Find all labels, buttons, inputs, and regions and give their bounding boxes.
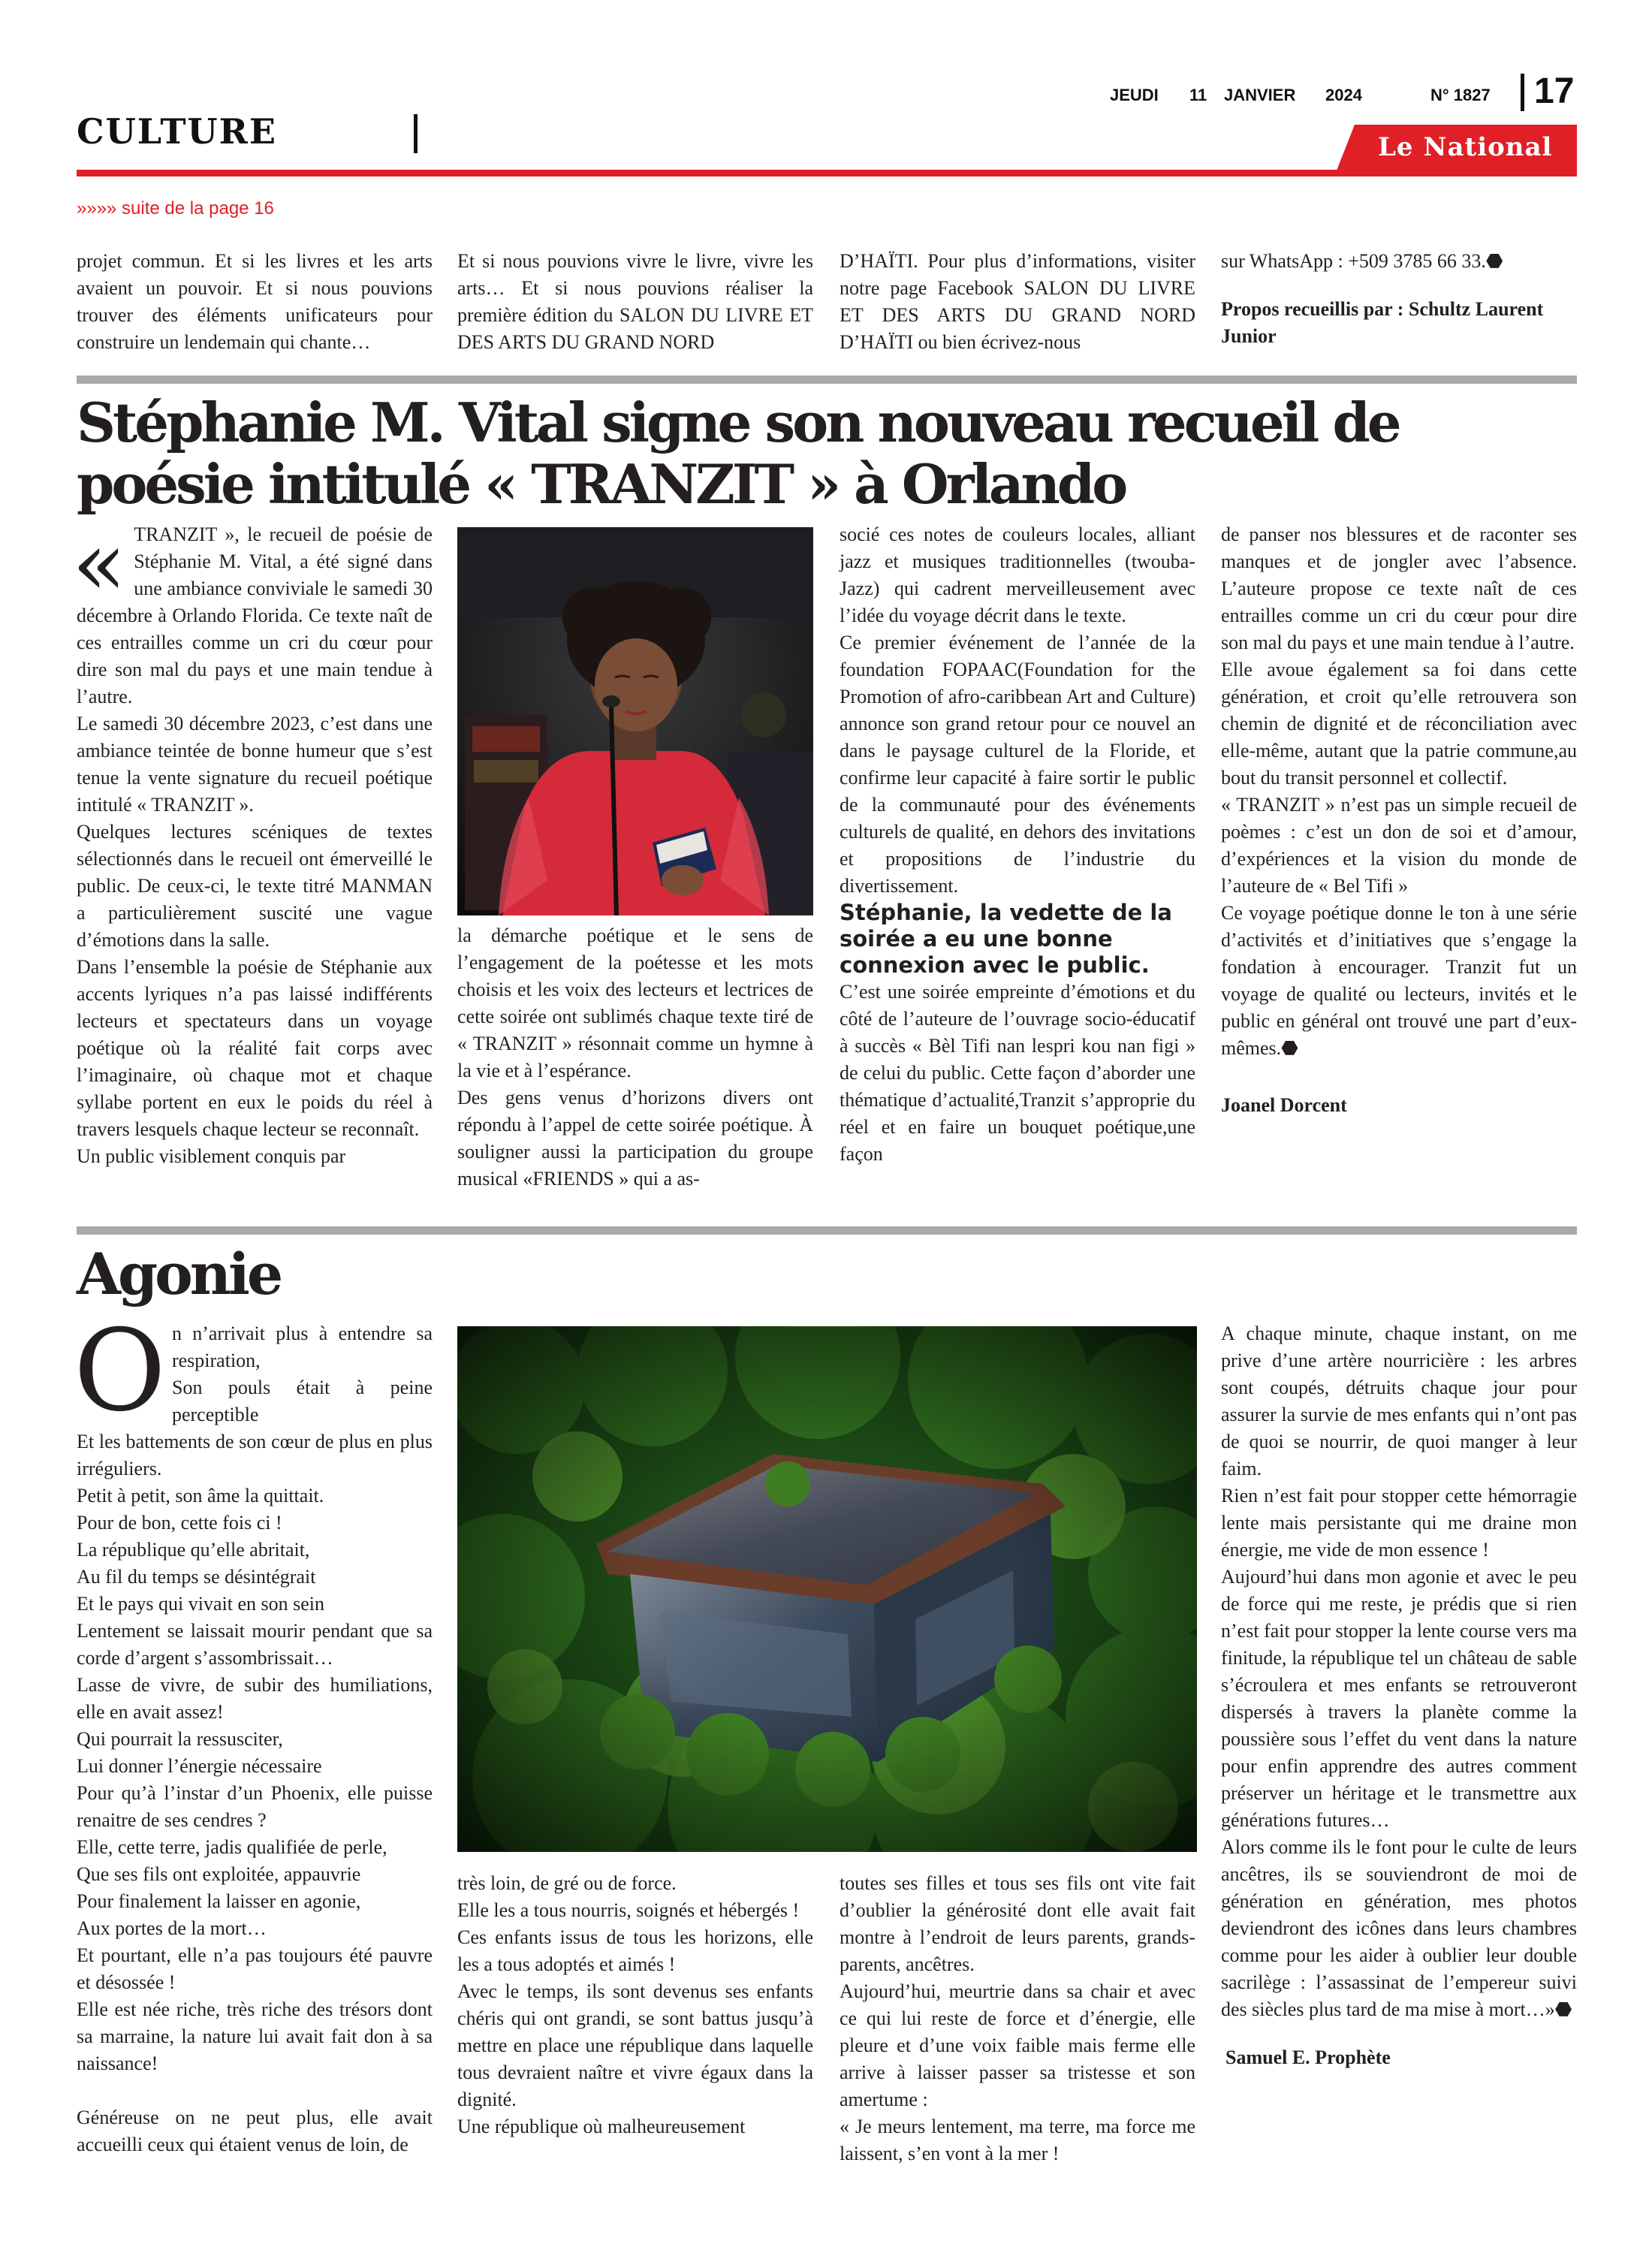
article1-paragraph: « TRANZIT » n’est pas un simple recueil de poèmes : c’est un don de soi et d’amour, d’expériences et la vision du monde de l’auteure de « Bel Tifi » [1221,794,1577,897]
poem-line: Aujourd’hui dans mon agonie et avec le peu de force qui me reste, je prédis que si rien n’est fait pour stopper la lente course vers ma finitude, la république tel un château de sable s’écroulera et mes enfants se retrouveront dispersés à travers la planète comme la poussière sous l’effet du vent dans la nature pour enfin apprendre des autres comment préserver un héritage et le transmettre aux générations futures… [1221,1566,1577,1831]
overgrown-tomb-photo [457,1326,1197,1852]
article1-paragraph: Elle avoue également sa foi dans cette génération, et croit qu’elle retrouvera son chemin de dignité et de réconciliation avec elle-même, autant que la patrie commune,au bout du transit personnel et collectif. [1221,659,1577,789]
article1-subheading: Stéphanie, la vedette de la soirée a eu une bonne connexion avec le public. [840,900,1172,978]
prev-article-text: Et si nous pouvions vivre le livre, vivre les arts… Et si nous pouvions réaliser la première édition du SALON DU LIVRE ET DES ARTS DU GRAND NORD [457,250,813,353]
article1-col-1 [72,511,433,1170]
page-number: 17 [1534,71,1575,111]
poem-line: Et les battements de son cœur de plus en plus irréguliers. [77,1431,433,1479]
article1-paragraph: Ce voyage poétique donne le ton à une série d’activités et d’initiatives que s’engage la fondation à encourager. Tranzit fut un voyage de qualité ou lecteurs, invités et le public en général ont trouvé une part d’eux-mêmes. [1221,902,1577,1059]
poem-line: Ces enfants issus de tous les horizons, elle les a tous adoptés et aimés ! [457,1926,813,1975]
poem-line: Elle est née riche, très riche des trésors dont sa marraine, la nature lui avait fait don à sa naissance! [77,1998,433,2074]
poem-line: Pour qu’à l’instar d’un Phoenix, elle puisse renaitre de ses cendres ? [77,1782,433,1831]
article1-paragraph: de panser nos blessures et de raconter ses manques et de jongler avec l’absence. L’auteure propose ce texte naît de ces entrailles comme un cri du cœur pour dire son mal du pays et une main tendue à l’autre. [1221,523,1577,653]
article1-paragraph: Quelques lectures scéniques de textes sélectionnés dans le recueil ont émerveillé le public. De ceux-ci, le texte titré MANMAN a particulièrement suscité une vague d’émotions dans la salle. [77,821,433,951]
prev-article-text: sur WhatsApp : +509 3785 66 33. [1221,250,1486,272]
article1-col-4 [1221,521,1577,1119]
poem-line: La république qu’elle abritait, [77,1539,310,1561]
article1-paragraph: TRANZIT », le recueil de poésie de Stéphanie M. Vital, a été signé dans une ambiance conviviale le samedi 30 décembre à Orlando Florida. Ce texte naît de ces entrailles comme un cri du cœur pour dire son mal du pays et une main tendue à l’autre. [77,523,433,707]
date-year: 2024 [1325,86,1362,104]
article-headline: Stéphanie M. Vital signe son nouveau recueil de poésie intitulé « TRANZIT » à Orlando [77,391,1399,516]
poem-line: Une république où malheureusement [457,2116,746,2137]
date-day: JEUDI [1110,86,1159,104]
page-number-divider [1521,74,1524,111]
poem-line: Et pourtant, elle n’a pas toujours été pauvre et désossée ! [77,1944,433,1993]
article2-byline: Samuel E. Prophète [1225,2046,1391,2068]
article1-paragraph: Ce premier événement de l’année de la foundation FOPAAC(Foundation for the Promotion of afro-caribbean Art and Culture) annonce son grand retour pour ce nouvel an dans le paysage culturel de la Floride, et confirme leur capacité à faire sortir le public de la communauté pour des événements culturels de qualité, en dehors des invitations et propositions de l’industrie du divertissement. [840,632,1195,897]
prev-article-col-4 [1221,248,1577,350]
article2-col-1 [74,1306,433,2158]
poem-line: Aux portes de la mort… [77,1917,267,1939]
poem-line-text: Alors comme ils le font pour le culte de leurs ancêtres, ils se souviendront de moi de génération en génération, mes photos deviendront des icônes dans leurs chambres comme pour les aider à oublier leur double sacrilège : l’assassinat de l’empereur suivi des siècles plus tard de ma mise à mort…» [1221,1836,1577,2020]
poem-line: Qui pourrait la ressusciter, [77,1728,283,1750]
poem-line: Et le pays qui vivait en son sein [77,1593,325,1615]
poem-line: Avec le temps, ils sont devenus ses enfants chéris qui ont grandi, se sont battus jusqu’à mettre en place une république dans laquelle tous devraient naître et vivre égaux dans la dignité. [457,1980,813,2110]
article2-col-4 [1221,1320,1577,2071]
article1-paragraph: la démarche poétique et le sens de l’engagement de la poétesse et les mots choisis et les voix des lecteurs et lectrices de cette soirée ont sublimés chaque texte tiré de « TRANZIT » résonnait comme un hymne à la vie et à l’espérance. [457,924,813,1081]
section-label: CULTURE [77,111,277,152]
poem-line: Aujourd’hui, meurtrie dans sa chair et avec ce qui lui reste de force et d’énergie, elle pleure et d’une voix faible mais ferme elle arrive à laisser passer sa tristesse et son amertume : [840,1980,1195,2110]
end-mark-icon: ⬣ [1554,1998,1572,2020]
poem-line: Au fil du temps se désintégrait [77,1566,316,1588]
prev-article-text: projet commun. Et si les livres et les arts avaient un pouvoir. Et si nous pouvions trouver des éléments unificateurs pour construire un lendemain qui chante… [77,250,433,353]
poem-line: Pour de bon, cette fois ci ! [77,1512,282,1534]
poem-line [1221,1834,1577,2023]
poet-reading-photo [457,527,813,915]
poem-line: « Je meurs lentement, ma terre, ma force me laissent, s’en vont à la mer ! [840,2116,1195,2164]
continued-from-link[interactable]: »»»» suite de la page 16 [77,198,274,219]
poem-line: Elle les a tous nourris, soignés et hébergés ! [457,1899,800,1921]
poem-line: Son pouls était à peine perceptible [171,1377,433,1425]
poem-line: Généreuse on ne peut plus, elle avait accueilli ceux qui étaient venus de loin, de [77,2107,433,2155]
date-month: JANVIER [1224,86,1296,104]
article2-col-2 [457,1870,813,2140]
poem-line: Que ses fils ont exploitée, appauvrie [77,1863,361,1885]
article1-paragraph: Un public visiblement conquis par [77,1145,346,1167]
end-mark-icon: ⬣ [1485,250,1503,272]
article1-paragraph: Des gens venus d’horizons divers ont répondu à l’appel de cette soirée poétique. À souligner aussi la participation du groupe musical «FRIENDS » qui a as- [457,1087,813,1190]
poem-line-text: n n’arrivait plus à entendre sa respiration, [171,1323,433,1371]
prev-article-col-3 [840,248,1195,356]
prev-article-col-1 [77,248,433,356]
poem-line: Elle, cette terre, jadis qualifiée de perle, [77,1836,387,1858]
prev-article-text: D’HAÏTI. Pour plus d’informations, visiter notre page Facebook SALON DU LIVRE ET DES ARTS DU GRAND NORD D’HAÏTI ou bien écrivez-nous [840,250,1195,353]
prev-article-col-2 [457,248,813,356]
end-mark-icon: ⬣ [1281,1037,1298,1059]
poem-line: Rien n’est fait pour stopper cette hémorragie lente mais persistante qui me draine mon énergie, me vide de mon essence ! [1221,1485,1577,1561]
poem-line: Petit à petit, son âme la quittait. [77,1485,324,1507]
article1-byline: Joanel Dorcent [1221,1094,1347,1116]
issue-number: N° 1827 [1430,86,1491,104]
section-divider [77,1226,1577,1235]
article1-paragraph: C’est une soirée empreinte d’émotions et du côté de l’auteure de l’ouvrage socio-éducatif à succès « Bèl Tifi nan lespri kou nan figi » de celui du public. Cette façon d’aborder une thématique d’actualité,Tranzit s’approprie du réel et en faire un bouquet poétique,une façon [840,981,1195,1165]
article2-headline: Agonie [77,1241,281,1307]
article2-col-3 [840,1870,1195,2167]
poem-line: Lentement se laissait mourir pendant que sa corde d’argent s’assombrissait… [77,1620,433,1669]
article1-paragraph: Le samedi 30 décembre 2023, c’est dans une ambiance teintée de bonne humeur que s’est tenue la vente signature du recueil poétique intitulé « TRANZIT ». [77,713,433,816]
article1-col-3 [840,521,1195,1168]
header-red-rule [77,170,1577,176]
poem-line: Lui donner l’énergie nécessaire [77,1755,322,1777]
section-divider [77,376,1577,384]
poem-line: toutes ses filles et tous ses fils ont vite fait d’oublier la générosité dont elle avait fait montre à l’endroit de leurs parents, grands-parents, ancêtres. [840,1872,1195,1975]
poem-line: A chaque minute, chaque instant, on me prive d’une artère nourricière : les arbres sont coupés, détruits chaque jour pour assurer la survie de mes enfants qui n’ont pas de quoi se nourrir, de quoi manger à leur faim. [1221,1323,1577,1479]
prev-article-credit: Propos recueillis par : Schultz Laurent Junior [1221,298,1544,347]
dropcap: « [72,511,127,615]
brand-name: Le National [1378,132,1553,162]
article1-col-2 [457,922,813,1193]
date-number: 11 [1189,86,1207,104]
poem-line: très loin, de gré ou de force. [457,1872,677,1894]
poem-line: Lasse de vivre, de subir des humiliations, elle en avait assez! [77,1674,433,1723]
article1-paragraph: Dans l’ensemble la poésie de Stéphanie aux accents lyriques n’a pas laissé indifférents lecteurs et spectateurs dans un voyage poétique où la réalité fait corps avec l’imaginaire, où chaque mot et chaque syllabe portent en eux le poids du réel à travers lesquels chaque lecteur se reconnaît. [77,956,433,1140]
poem-line: Pour finalement la laisser en agonie, [77,1890,361,1912]
header-divider [414,114,418,153]
article1-paragraph: socié ces notes de couleurs locales, alliant jazz et musiques traditionnelles (twouba-Jazz) qui cadrent merveilleusement avec l’idée du voyage décrit dans le texte. [840,523,1195,626]
poem-line [77,2077,433,2104]
dropcap: O [74,1306,166,1437]
